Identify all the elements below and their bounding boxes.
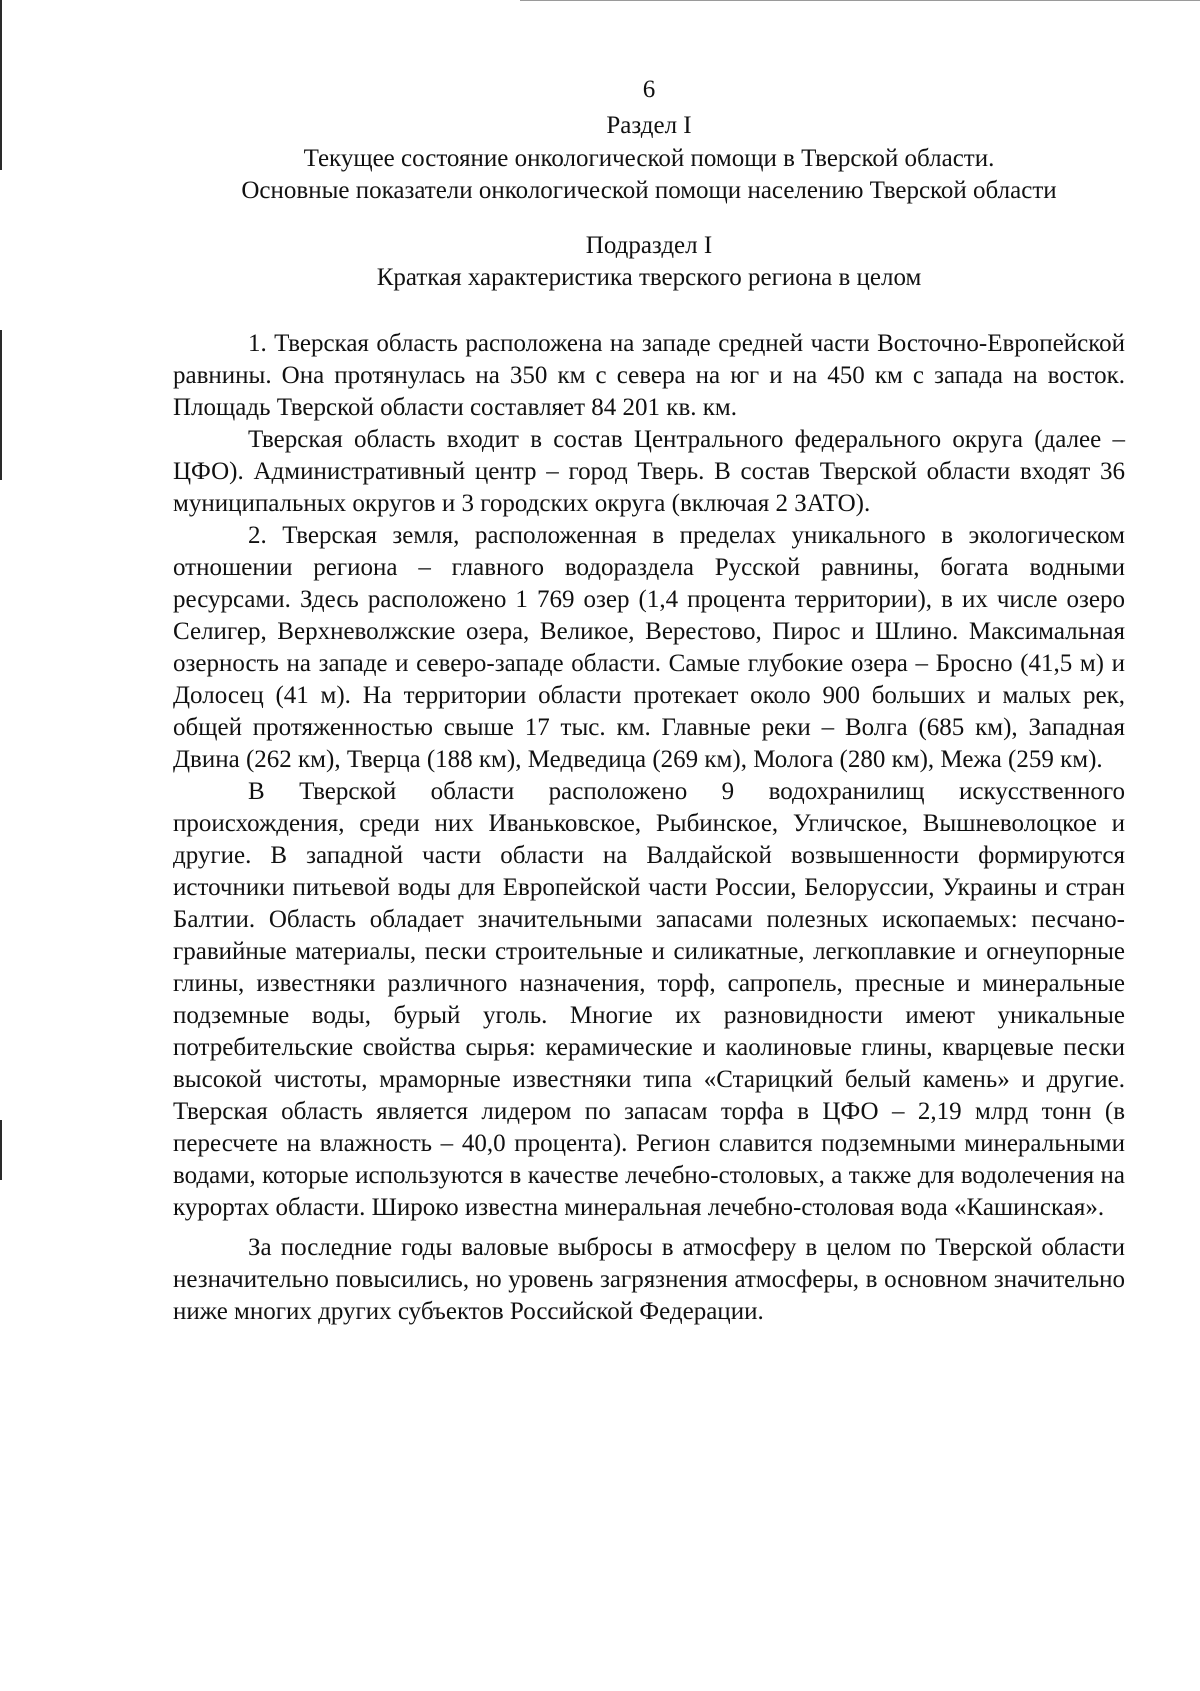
subsection-title: Краткая характеристика тверского региона в целом — [376, 264, 922, 291]
paragraph-administration: Тверская область входит в состав Центрального федерального округа (далее – ЦФО). Административный центр – город Тверь. В состав Тверской области входят 36 муниципальных округов и 3 городских округа (включая 2 ЗАТО). — [173, 425, 1125, 517]
subsection-label: Подраздел I — [585, 231, 713, 259]
scan-left-edge-mark — [0, 1120, 2, 1180]
scan-left-edge-mark — [0, 330, 2, 480]
section-title-line-2: Основные показатели онкологической помощи населению Тверской области — [241, 177, 1057, 204]
paragraph-reservoirs-minerals: В Тверской области расположено 9 водохранилищ искусственного происхождения, среди них Иваньковское, Рыбинское, Угличское, Вышневолоцкое и другие. В западной части области на Валдайской возвышенности формируются источники питьевой воды для Европейской части России, Белоруссии, Украины и стран Балтии. Область обладает значительными запасами полезных ископаемых: песчано-гравийные материалы, пески строительные и силикатные, легкоплавкие и огнеупорные глины, известняки различного назначения, торф, сапропель, пресные и минеральные подземные воды, бурый уголь. Многие их разновидности имеют уникальные потребительские свойства сырья: керамические и каолиновые глины, кварцевые пески высокой чистоты, мраморные известняки типа «Старицкий белый камень» и другие. Тверская область является лидером по запасам торфа в ЦФО – 2,19 млрд тонн (в пересчете на влажность – 40,0 процента). Регион славится подземными минеральными водами, которые используются в качестве лечебно-столовых, а также для водолечения на курортах области. Широко известна минеральная лечебно-столовая вода «Кашинская». — [173, 777, 1125, 1221]
section-title-line-1: Текущее состояние онкологической помощи в Тверской области. — [303, 144, 995, 172]
paragraph-water-resources: 2. Тверская земля, расположенная в пределах уникального в экологическом отношении региона – главного водораздела Русской равнины, богата водными ресурсами. Здесь расположено 1 769 озер (1,4 процента территории), в их числе озеро Селигер, Верхневолжские озера, Великое, Верестово, Пирос и Шлино. Максимальная озерность на западе и северо-западе области. Самые глубокие озера – Бросно (41,5 м) и Долосец (41 м). На территории области протекает около 900 больших и малых рек, общей протяженностью свыше 17 тыс. км. Главные реки – Волга (685 км), Западная Двина (262 км), Тверца (188 км), Медведица (269 км), Молога (280 км), Межа (259 км). — [173, 521, 1125, 773]
section-label: Раздел I — [606, 112, 692, 139]
paragraph-geography: 1. Тверская область расположена на западе средней части Восточно-Европейской равнины. Она протянулась на 350 км с севера на юг и на 450 км с запада на восток. Площадь Тверской области составляет 84 201 кв. км. — [173, 329, 1125, 421]
paragraph-atmosphere: За последние годы валовые выбросы в атмосферу в целом по Тверской области незначительно повысились, но уровень загрязнения атмосферы, в основном значительно ниже многих других субъектов Российской Федерации. — [173, 1233, 1125, 1325]
document-page — [173, 70, 1125, 1328]
scan-left-edge-mark — [0, 0, 2, 170]
page-number: 6 — [642, 76, 656, 103]
scan-top-edge-line — [520, 0, 1200, 1]
